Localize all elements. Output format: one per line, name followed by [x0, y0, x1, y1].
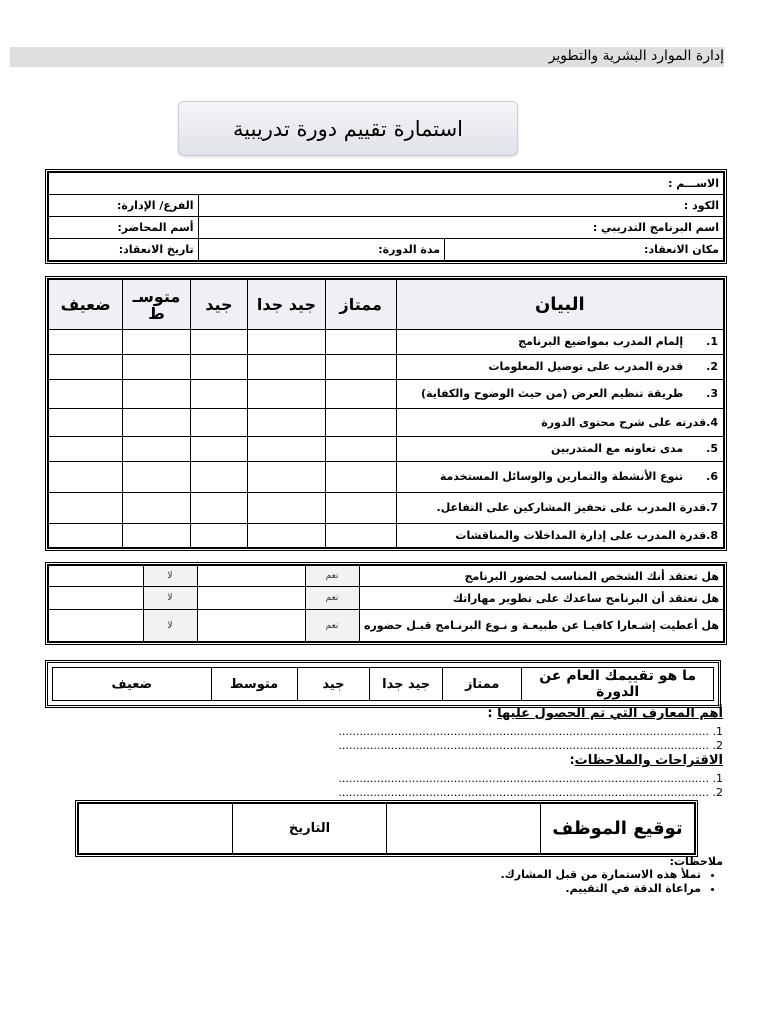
evaluation-item: 8.قدرة المدرب على إدارة المداخلات والمناقشات — [396, 524, 723, 548]
evaluation-row — [49, 409, 724, 437]
date-field[interactable] — [49, 239, 199, 261]
knowledge-heading: أهم المعارف التي تم الحصول عليها — [497, 706, 723, 721]
column-good: جيد — [190, 280, 247, 330]
branch-label: الفرع/ الإدارة: — [116, 199, 194, 212]
evaluation-item: 4.قدرته على شرح محتوى الدورة — [396, 409, 723, 437]
yes-option[interactable]: نعم — [305, 610, 359, 642]
evaluation-item: 3. طريقة تنظيم العرض (من حيث الوضوح والكفاية) — [396, 380, 723, 409]
rating-cell[interactable] — [49, 462, 123, 493]
name-label: الاســـم : — [668, 177, 719, 190]
column-excellent: ممتاز — [325, 280, 396, 330]
rating-cell[interactable] — [123, 330, 191, 355]
yes-box[interactable] — [197, 587, 305, 610]
evaluation-item: 5. مدى تعاونه مع المتدربين — [396, 437, 723, 462]
program-label: اسم البرنامج التدريبي : — [592, 221, 719, 234]
lecturer-label: أسم المحاضر: — [117, 221, 194, 234]
suggestions-line-1[interactable]: 1. .......................................................................................................... — [338, 772, 723, 785]
overall-option-good[interactable]: جيد — [297, 668, 370, 701]
column-very-good: جيد جدا — [248, 280, 326, 330]
rating-cell[interactable] — [248, 437, 326, 462]
yes-no-row — [49, 566, 724, 587]
yes-option[interactable]: نعم — [305, 587, 359, 610]
rating-cell[interactable] — [123, 409, 191, 437]
rating-cell[interactable] — [190, 409, 247, 437]
column-statement: البيان — [396, 280, 723, 330]
rating-cell[interactable] — [190, 380, 247, 409]
overall-option-very-good[interactable]: جيد جدا — [370, 668, 443, 701]
column-average: متوسـ ط — [123, 280, 191, 330]
note-item: • مراعاة الدقة في التقييم. — [501, 882, 702, 896]
knowledge-colon: : — [487, 706, 498, 721]
date-field[interactable] — [79, 804, 233, 854]
knowledge-line-1[interactable]: 1. .......................................................................................................... — [338, 725, 723, 738]
suggestions-line-2[interactable]: 2. .......................................................................................................... — [338, 786, 723, 799]
rating-cell[interactable] — [248, 380, 326, 409]
evaluation-row — [49, 524, 724, 548]
evaluation-row — [49, 493, 724, 524]
rating-cell[interactable] — [325, 355, 396, 380]
rating-cell[interactable] — [190, 437, 247, 462]
rating-cell[interactable] — [248, 493, 326, 524]
rating-cell[interactable] — [248, 462, 326, 493]
rating-cell[interactable] — [49, 355, 123, 380]
rating-cell[interactable] — [123, 437, 191, 462]
notes-section — [501, 855, 724, 896]
rating-cell[interactable] — [49, 437, 123, 462]
signature-section — [75, 800, 698, 857]
rating-cell[interactable] — [123, 380, 191, 409]
rating-cell[interactable] — [123, 462, 191, 493]
evaluation-item: 1. إلمام المدرب بمواضيع البرنامج — [396, 330, 723, 355]
no-option[interactable]: لا — [143, 566, 197, 587]
rating-cell[interactable] — [248, 330, 326, 355]
duration-label: مدة الدورة: — [378, 243, 441, 256]
evaluation-row — [49, 462, 724, 493]
lecturer-field[interactable] — [49, 217, 199, 239]
rating-cell[interactable] — [49, 409, 123, 437]
rating-cell[interactable] — [123, 493, 191, 524]
rating-cell[interactable] — [123, 524, 191, 548]
code-label: الكود : — [683, 199, 719, 212]
rating-cell[interactable] — [325, 380, 396, 409]
yes-option[interactable]: نعم — [305, 566, 359, 587]
no-option[interactable]: لا — [143, 610, 197, 642]
evaluation-item: 2. قدرة المدرب على توصيل المعلومات — [396, 355, 723, 380]
rating-cell[interactable] — [248, 524, 326, 548]
rating-cell[interactable] — [325, 462, 396, 493]
form-title: استمارة تقييم دورة تدريبية — [178, 101, 518, 156]
rating-cell[interactable] — [190, 462, 247, 493]
suggestions-colon: : — [569, 753, 575, 768]
overall-option-weak[interactable]: ضعيف — [53, 668, 212, 701]
evaluation-header-row — [49, 280, 724, 330]
evaluation-item: 7.قدرة المدرب على تحفيز المشاركين على التفاعل. — [396, 493, 723, 524]
suggestions-heading-block — [569, 753, 723, 768]
info-section — [45, 169, 727, 264]
evaluation-section — [45, 276, 727, 551]
rating-cell[interactable] — [190, 524, 247, 548]
no-box[interactable] — [49, 610, 144, 642]
rating-cell[interactable] — [49, 380, 123, 409]
rating-cell[interactable] — [325, 437, 396, 462]
rating-cell[interactable] — [325, 330, 396, 355]
yes-no-row — [49, 610, 724, 642]
date-label: تاريخ الانعقاد: — [118, 243, 194, 256]
date-label: التاريخ — [233, 804, 387, 854]
yes-no-question: هل أعطيت إشـعارا كافيـا عن طبيعـة و نـوع البرنـامج قبـل حضوره — [359, 610, 724, 642]
evaluation-row — [49, 380, 724, 409]
rating-cell[interactable] — [49, 330, 123, 355]
location-field[interactable] — [445, 239, 724, 261]
rating-cell[interactable] — [325, 524, 396, 548]
rating-cell[interactable] — [190, 330, 247, 355]
info-table — [48, 172, 724, 261]
yes-no-section — [45, 562, 727, 645]
evaluation-item: 6. تنوع الأنشطة والتمارين والوسائل المستخدمة — [396, 462, 723, 493]
suggestions-heading: الاقتراحات والملاحظات — [574, 753, 723, 768]
notes-heading: ملاحظات: — [669, 855, 723, 868]
evaluation-row — [49, 437, 724, 462]
code-field[interactable] — [198, 195, 723, 217]
rating-cell[interactable] — [325, 493, 396, 524]
yes-no-question: هل تعتقد أن البرنامج ساعدك على تطوير مهاراتك — [359, 587, 724, 610]
notes-list — [501, 868, 724, 896]
yes-no-row — [49, 587, 724, 610]
employee-signature-field[interactable] — [387, 804, 541, 854]
rating-cell[interactable] — [123, 355, 191, 380]
rating-cell[interactable] — [325, 409, 396, 437]
overall-table — [52, 667, 714, 701]
duration-field[interactable] — [198, 239, 445, 261]
overall-option-excellent[interactable]: ممتاز — [443, 668, 522, 701]
knowledge-heading-block — [487, 706, 723, 721]
employee-signature-label: توقيع الموظف — [541, 804, 695, 854]
yes-box[interactable] — [197, 566, 305, 587]
rating-cell[interactable] — [190, 493, 247, 524]
rating-cell[interactable] — [248, 409, 326, 437]
signature-table — [78, 803, 695, 854]
overall-row — [53, 668, 714, 701]
evaluation-row — [49, 330, 724, 355]
branch-field[interactable] — [49, 195, 199, 217]
yes-no-table — [48, 565, 724, 642]
evaluation-table — [48, 279, 724, 548]
evaluation-row — [49, 355, 724, 380]
rating-cell[interactable] — [49, 524, 123, 548]
rating-cell[interactable] — [190, 355, 247, 380]
no-option[interactable]: لا — [143, 587, 197, 610]
overall-section — [45, 660, 721, 708]
no-box[interactable] — [49, 566, 144, 587]
no-box[interactable] — [49, 587, 144, 610]
yes-box[interactable] — [197, 610, 305, 642]
note-item: • تملأ هذه الاستمارة من قبل المشارك. — [501, 868, 702, 882]
overall-question: ما هو تقييمك العام عن الدورة — [522, 668, 714, 701]
rating-cell[interactable] — [49, 493, 123, 524]
location-label: مكان الانعقاد: — [644, 243, 719, 256]
rating-cell[interactable] — [248, 355, 326, 380]
yes-no-question: هل تعتقد أنك الشخص المناسب لحضور البرنامج — [359, 566, 724, 587]
department-name: إدارة الموارد البشرية والتطوير — [548, 48, 724, 64]
column-weak: ضعيف — [49, 280, 123, 330]
overall-option-average[interactable]: متوسط — [211, 668, 297, 701]
name-field[interactable] — [49, 173, 724, 195]
program-field[interactable] — [198, 217, 723, 239]
knowledge-line-2[interactable]: 2. .......................................................................................................... — [338, 739, 723, 752]
